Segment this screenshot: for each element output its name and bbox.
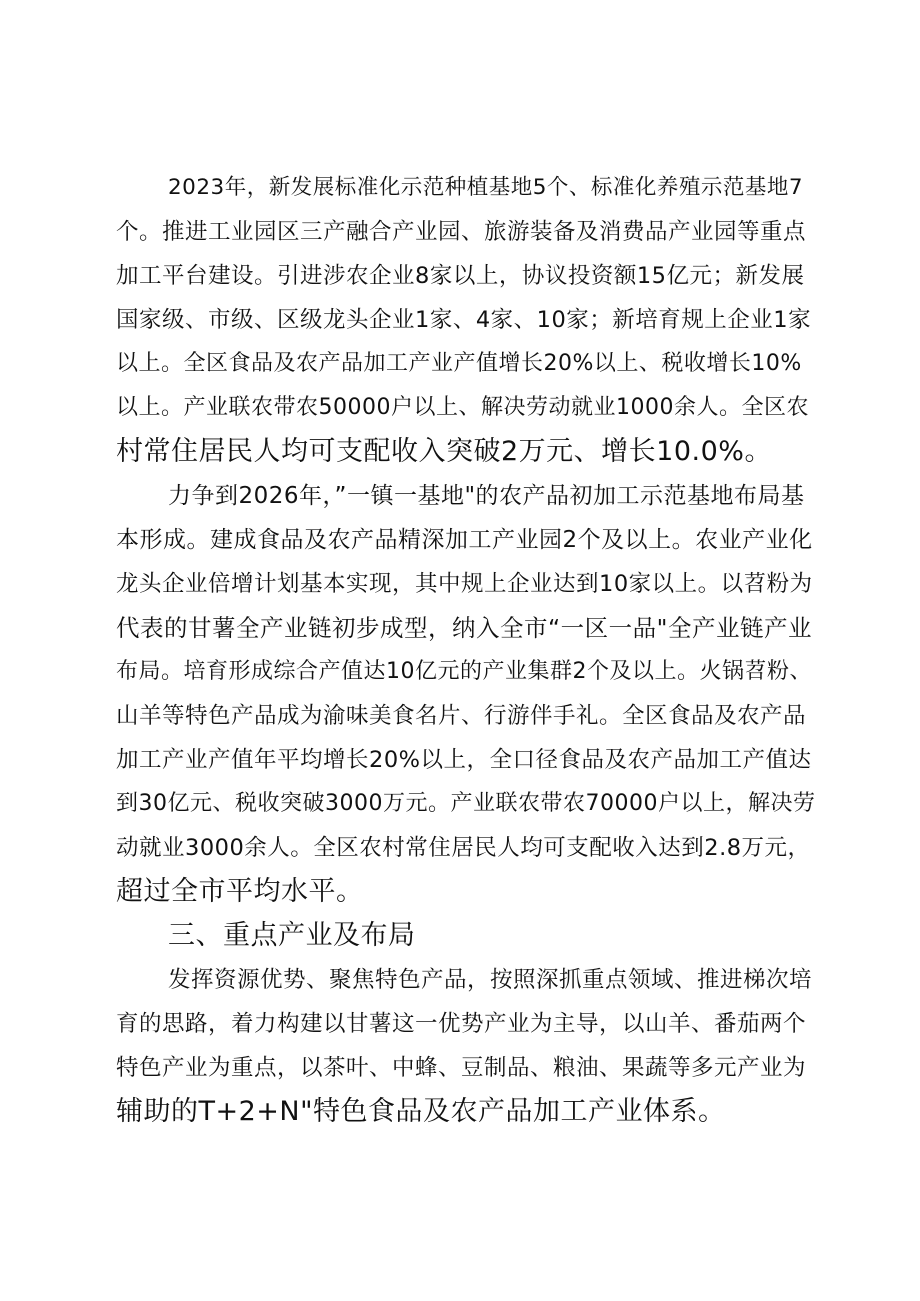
document-body bbox=[116, 166, 816, 1134]
text-line: 动就业3000余人。全区农村常住居民人均可支配收入达到2.8万元， bbox=[116, 835, 811, 861]
text-line: 个。推进工业园区三产融合产业园、旅游装备及消费品产业园等重点 bbox=[116, 219, 807, 245]
section-heading: 三、重点产业及布局 bbox=[168, 920, 416, 951]
text-line: 布局。培育形成综合产值达10亿元的产业集群2个及以上。火锅苕粉、 bbox=[116, 659, 812, 684]
text-line: 村常住居民人均可支配收入突破2万元、增长10.0%。 bbox=[116, 436, 772, 467]
text-line: 发挥资源优势、聚焦特色产品，按照深抓重点领域、推进梯次培 bbox=[168, 967, 813, 993]
text-line: 辅助的T+2+N"特色食品及农产品加工产业体系。 bbox=[116, 1096, 726, 1127]
text-line: 到30亿元、税收突破3000万元。产业联农带农70000户以上，解决劳 bbox=[116, 791, 816, 816]
text-line: 力争到2026年，”一镇一基地"的农产品初加工示范基地布局基 bbox=[168, 483, 805, 509]
text-line: 山羊等特色产品成为渝味美食名片、行游伴手礼。全区食品及农产品 bbox=[116, 703, 807, 729]
text-line: 特色产业为重点，以茶叶、中蜂、豆制品、粮油、果蔬等多元产业为 bbox=[116, 1055, 807, 1081]
text-line: 超过全市平均水平。 bbox=[116, 876, 364, 907]
text-line: 代表的甘薯全产业链初步成型，纳入全市“一区一品"全产业链产业 bbox=[116, 614, 812, 642]
text-line: 以上。全区食品及农产品加工产业产值增长20%以上、税收增长10% bbox=[116, 351, 802, 376]
text-line: 育的思路，着力构建以甘薯这一优势产业为主导，以山羊、番茄两个 bbox=[116, 1011, 807, 1037]
text-line: 龙头企业倍增计划基本实现，其中规上企业达到10家以上。以苕粉为 bbox=[116, 571, 813, 597]
text-line: 国家级、市级、区级龙头企业1家、4家、10家；新培育规上企业1家 bbox=[116, 307, 812, 333]
text-line: 以上。产业联农带农50000户以上、解决劳动就业1000余人。全区农 bbox=[116, 395, 809, 420]
text-line: 加工平台建设。引进涉农企业8家以上，协议投资额15亿元；新发展 bbox=[116, 263, 805, 289]
text-line: 本形成。建成食品及农产品精深加工产业园2个及以上。农业产业化 bbox=[116, 527, 813, 553]
text-line: 2023年，新发展标准化示范种植基地5个、标准化养殖示范基地7 bbox=[168, 175, 804, 200]
text-line: 加工产业产值年平均增长20%以上，全口径食品及农产品加工产值达 bbox=[116, 747, 812, 773]
